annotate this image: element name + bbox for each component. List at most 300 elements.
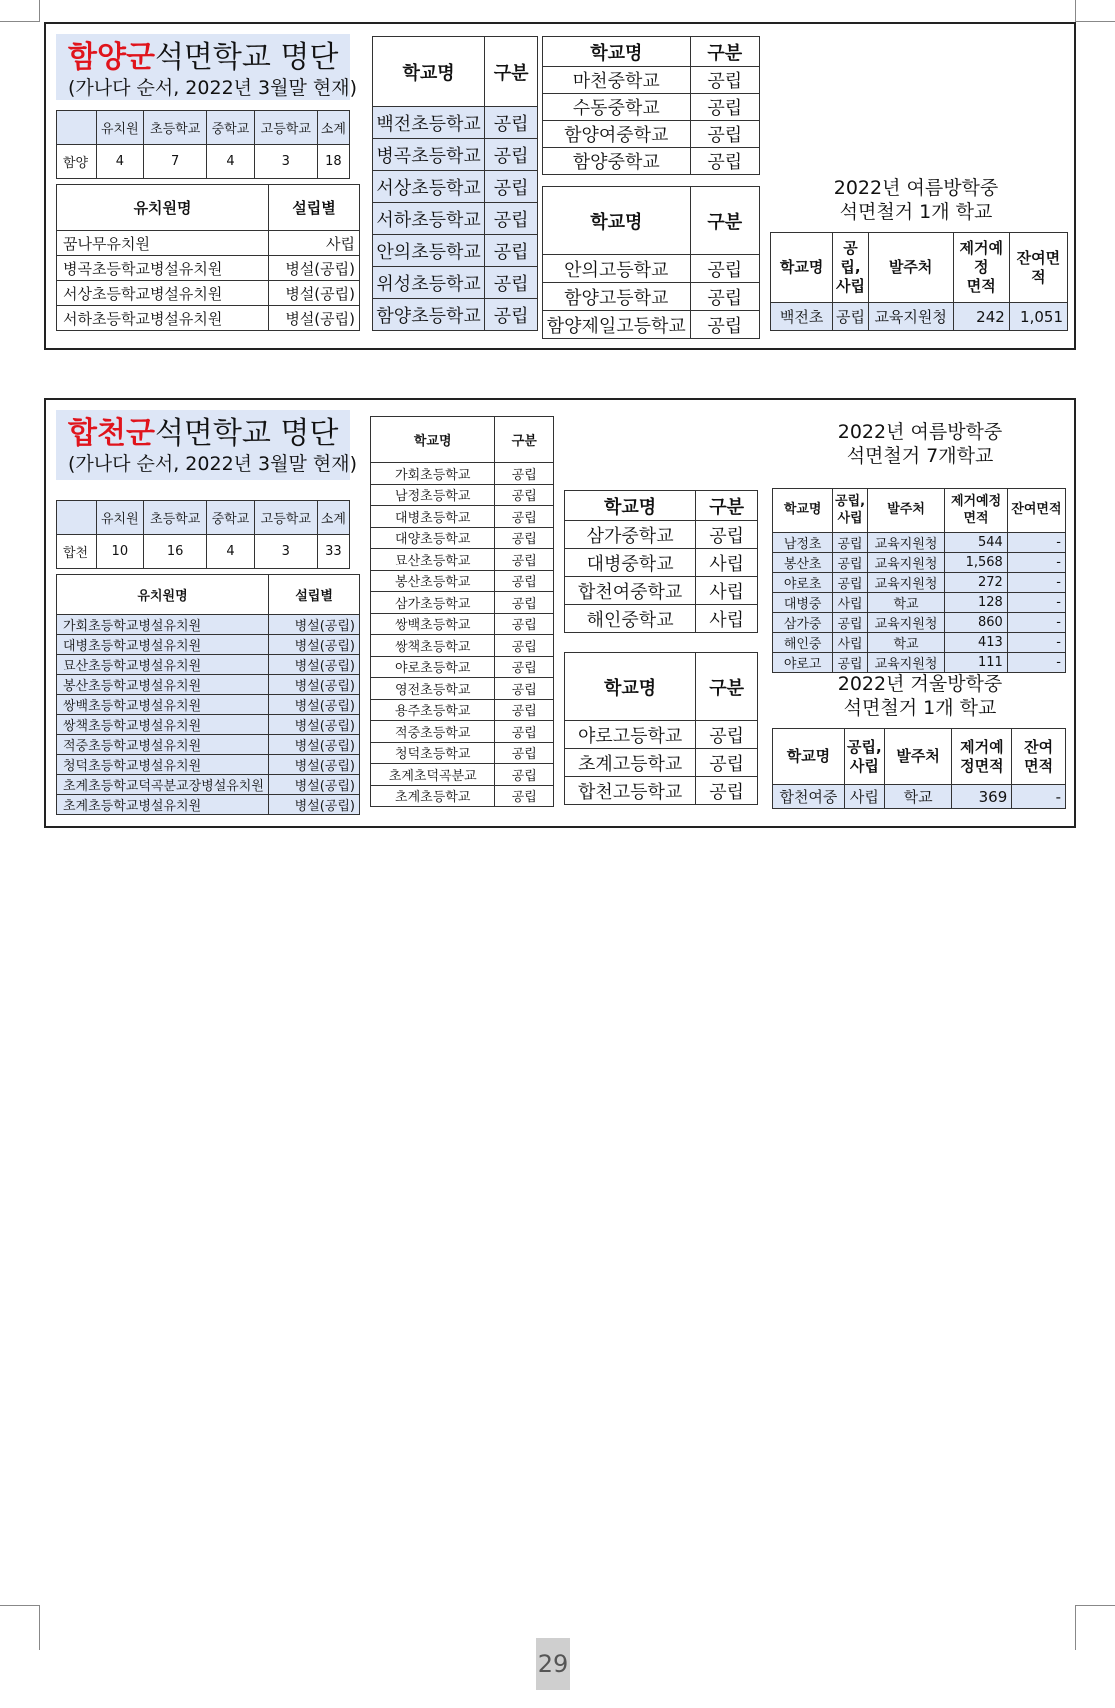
hamyang-summer-caption-line1: 2022년 여름방학중 (833, 177, 999, 199)
table-cell: 공립 (696, 777, 758, 805)
table-cell: 7 (144, 145, 207, 179)
table-row (371, 656, 554, 678)
table-cell: 공립 (495, 506, 554, 528)
table-header-row (57, 111, 350, 145)
column-header: 소계 (317, 501, 349, 535)
table-cell: 33 (317, 535, 349, 569)
crop-mark-bottom-left (0, 1605, 40, 1650)
column-header: 학교명 (373, 37, 485, 107)
table-row (371, 484, 554, 506)
table-cell: 공립 (495, 613, 554, 635)
hapcheon-high-table (564, 652, 758, 805)
table-cell: 공립 (690, 94, 759, 121)
table-header-row (565, 491, 758, 521)
table-cell: 대병초등학교 (371, 506, 495, 528)
table-row (373, 171, 538, 203)
table-row (57, 306, 360, 331)
table-cell: 4 (207, 145, 255, 179)
table-row (565, 549, 758, 577)
table-row (543, 121, 760, 148)
column-header: 유치원명 (57, 185, 269, 231)
table-row (543, 255, 760, 283)
table-row (373, 267, 538, 299)
table-header-row (373, 37, 538, 107)
table-cell: 쌍책초등학교 (371, 635, 495, 657)
table-cell: 공립 (495, 678, 554, 700)
column-header: 공립, 사립 (844, 729, 884, 785)
table-cell: 쌍백초등학교 (371, 613, 495, 635)
table-cell: 수동중학교 (543, 94, 691, 121)
column-header: 고등학교 (254, 111, 317, 145)
table-cell: 4 (207, 535, 255, 569)
hamyang-kindergarten-table (56, 184, 360, 331)
table-cell: 대병초등학교병설유치원 (57, 635, 269, 655)
table-cell: 병곡초등학교병설유치원 (57, 256, 269, 281)
table-cell: 봉산초 (773, 553, 833, 573)
hapcheon-title-box (56, 410, 358, 480)
table-cell: 야로고등학교 (565, 721, 696, 749)
table-header-row (57, 185, 360, 231)
table-cell: 병설(공립) (269, 655, 360, 675)
table-header-row (543, 37, 760, 67)
table-row (371, 527, 554, 549)
column-header: 학교명 (565, 653, 696, 721)
table-cell: 병설(공립) (269, 306, 360, 331)
column-header: 공립, 사립 (833, 489, 867, 533)
table-row (57, 145, 350, 179)
table-cell: 학교 (884, 785, 952, 809)
table-row (57, 695, 360, 715)
crop-mark-top-right (1075, 0, 1115, 22)
table-cell: 교육지원청 (867, 613, 945, 633)
table-cell: 공립 (690, 311, 759, 339)
table-cell: 사립 (833, 633, 867, 653)
table-cell: 서하초등학교 (373, 203, 485, 235)
table-cell: 청덕초등학교 (371, 742, 495, 764)
table-cell: 공립 (696, 749, 758, 777)
table-cell: 대병중학교 (565, 549, 696, 577)
table-cell: 교육지원청 (867, 533, 945, 553)
table-row (371, 785, 554, 807)
table-cell: 사립 (833, 593, 867, 613)
table-cell: 10 (96, 535, 144, 569)
table-cell: 야로초등학교 (371, 656, 495, 678)
column-header: 발주처 (868, 233, 953, 303)
column-header: 학교명 (565, 491, 696, 521)
column-header: 잔여면적 (1007, 489, 1065, 533)
table-row (371, 678, 554, 700)
table-cell: 삼가초등학교 (371, 592, 495, 614)
column-header: 공립, 사립 (833, 233, 868, 303)
column-header: 초등학교 (144, 501, 207, 535)
table-cell: 삼가중 (773, 613, 833, 633)
table-row (373, 235, 538, 267)
hapcheon-title (68, 416, 340, 452)
hapcheon-winter-caption (770, 672, 1070, 720)
hamyang-title (68, 40, 340, 76)
table-cell: 공립 (833, 303, 868, 331)
table-cell: - (1007, 553, 1065, 573)
hapcheon-middle-table (564, 490, 758, 633)
table-row (57, 256, 360, 281)
table-row (57, 615, 360, 635)
table-cell: 공립 (485, 107, 538, 139)
table-cell: 사립 (696, 577, 758, 605)
table-row (773, 653, 1066, 673)
table-cell: 공립 (690, 121, 759, 148)
column-header: 학교명 (771, 233, 833, 303)
column-header: 구분 (696, 491, 758, 521)
table-cell: 함양여중학교 (543, 121, 691, 148)
column-header: 학교명 (543, 37, 691, 67)
table-cell: 242 (953, 303, 1009, 331)
table-row (771, 303, 1068, 331)
table-cell: 청덕초등학교병설유치원 (57, 755, 269, 775)
table-row (57, 675, 360, 695)
table-row (371, 570, 554, 592)
table-cell: - (1007, 573, 1065, 593)
hamyang-high-table (542, 186, 760, 339)
hamyang-panel (44, 22, 1076, 350)
hamyang-summary-table (56, 110, 350, 179)
table-cell: 병설(공립) (269, 735, 360, 755)
table-cell: 초계고등학교 (565, 749, 696, 777)
column-header: 잔여면적 (1009, 233, 1067, 303)
table-row (371, 463, 554, 485)
table-cell: 초계초등학교병설유치원 (57, 795, 269, 815)
table-cell: 544 (945, 533, 1007, 553)
hamyang-title-rest: 석면학교 명단 (154, 40, 339, 75)
table-cell: 학교 (867, 593, 945, 613)
table-header-row (57, 575, 360, 615)
hapcheon-panel (44, 398, 1076, 828)
column-header: 학교명 (773, 489, 833, 533)
table-cell: 공립 (485, 171, 538, 203)
table-cell: 병설(공립) (269, 695, 360, 715)
table-cell: 함양고등학교 (543, 283, 691, 311)
table-cell: 413 (945, 633, 1007, 653)
hapcheon-winter-table (772, 728, 1066, 809)
table-cell: 공립 (485, 139, 538, 171)
table-cell: 공립 (495, 463, 554, 485)
table-row (373, 139, 538, 171)
table-cell: 1,568 (945, 553, 1007, 573)
table-cell: 봉산초등학교 (371, 570, 495, 592)
table-row (373, 107, 538, 139)
table-cell: 안의고등학교 (543, 255, 691, 283)
table-cell: 교육지원청 (867, 553, 945, 573)
table-cell: 공립 (495, 570, 554, 592)
table-cell: 병설(공립) (269, 775, 360, 795)
table-cell: 용주초등학교 (371, 699, 495, 721)
table-row (57, 735, 360, 755)
table-header-row (565, 653, 758, 721)
column-header: 초등학교 (144, 111, 207, 145)
hamyang-summer-caption (766, 176, 1066, 224)
table-cell: 3 (254, 535, 317, 569)
table-cell: 합천 (57, 535, 97, 569)
table-cell: 초계초등학교덕곡분교장병설유치원 (57, 775, 269, 795)
table-cell: 묘산초등학교 (371, 549, 495, 571)
table-cell: 대병중 (773, 593, 833, 613)
table-cell: 초계초등학교 (371, 785, 495, 807)
table-row (565, 605, 758, 633)
column-header: 구분 (696, 653, 758, 721)
table-header-row (773, 489, 1066, 533)
table-cell: 위성초등학교 (373, 267, 485, 299)
table-cell: 마천중학교 (543, 67, 691, 94)
table-cell: 가회초등학교 (371, 463, 495, 485)
table-cell: 병설(공립) (269, 715, 360, 735)
table-cell: 야로고 (773, 653, 833, 673)
table-cell: 공립 (495, 785, 554, 807)
column-header: 중학교 (207, 111, 255, 145)
table-cell: 해인중학교 (565, 605, 696, 633)
table-cell: 공립 (495, 549, 554, 571)
table-cell: 병설(공립) (269, 755, 360, 775)
table-cell: 공립 (690, 283, 759, 311)
table-row (773, 593, 1066, 613)
table-cell: 쌍책초등학교병설유치원 (57, 715, 269, 735)
table-cell: 서상초등학교병설유치원 (57, 281, 269, 306)
hamyang-middle-table (542, 36, 760, 175)
column-header: 발주처 (884, 729, 952, 785)
table-cell: 병설(공립) (269, 615, 360, 635)
column-header: 구분 (495, 417, 554, 463)
table-cell: 860 (945, 613, 1007, 633)
column-header (57, 111, 97, 145)
column-header: 잔여 면적 (1012, 729, 1066, 785)
crop-mark-bottom-right (1075, 1605, 1115, 1650)
column-header: 설립별 (269, 575, 360, 615)
table-row (543, 148, 760, 175)
crop-mark-top-left (0, 0, 40, 22)
table-cell: 함양중학교 (543, 148, 691, 175)
hapcheon-summer-caption-line2: 석면철거 7개학교 (846, 445, 994, 467)
table-cell: 공립 (696, 721, 758, 749)
column-header: 구분 (690, 187, 759, 255)
table-cell: 백전초 (771, 303, 833, 331)
table-header-row (371, 417, 554, 463)
table-cell: 공립 (495, 656, 554, 678)
hamyang-summer-caption-line2: 석면철거 1개 학교 (839, 201, 993, 223)
table-cell: 공립 (833, 613, 867, 633)
table-row (57, 231, 360, 256)
column-header (57, 501, 97, 535)
table-cell: 꿈나무유치원 (57, 231, 269, 256)
table-cell: 안의초등학교 (373, 235, 485, 267)
hapcheon-title-county: 합천군 (68, 416, 155, 451)
table-cell: 합천여중 (773, 785, 845, 809)
table-row (773, 553, 1066, 573)
column-header: 중학교 (207, 501, 255, 535)
table-cell: 사립 (844, 785, 884, 809)
table-cell: 3 (254, 145, 317, 179)
table-cell: 함양초등학교 (373, 299, 485, 331)
table-header-row (771, 233, 1068, 303)
table-header-row (543, 187, 760, 255)
table-row (371, 699, 554, 721)
table-cell: - (1007, 533, 1065, 553)
table-row (543, 67, 760, 94)
table-cell: 272 (945, 573, 1007, 593)
table-cell: 공립 (485, 203, 538, 235)
table-cell: 공립 (495, 527, 554, 549)
table-row (373, 299, 538, 331)
table-row (57, 795, 360, 815)
table-cell: 111 (945, 653, 1007, 673)
table-cell: 남정초 (773, 533, 833, 553)
table-row (373, 203, 538, 235)
table-cell: 사립 (696, 549, 758, 577)
table-row (773, 785, 1066, 809)
table-row (543, 283, 760, 311)
column-header: 설립별 (269, 185, 360, 231)
table-row (371, 764, 554, 786)
table-cell: 16 (144, 535, 207, 569)
table-row (543, 94, 760, 121)
table-cell: 병곡초등학교 (373, 139, 485, 171)
table-row (57, 755, 360, 775)
table-row (565, 777, 758, 805)
table-row (371, 742, 554, 764)
column-header: 학교명 (773, 729, 845, 785)
table-cell: 공립 (833, 573, 867, 593)
table-cell: 사립 (696, 605, 758, 633)
table-cell: 적중초등학교 (371, 721, 495, 743)
table-row (57, 535, 350, 569)
column-header: 제거예 정면적 (952, 729, 1012, 785)
table-cell: 쌍백초등학교병설유치원 (57, 695, 269, 715)
table-cell: 공립 (833, 533, 867, 553)
table-cell: 합천여중학교 (565, 577, 696, 605)
column-header: 고등학교 (254, 501, 317, 535)
table-cell: 1,051 (1009, 303, 1067, 331)
column-header: 학교명 (543, 187, 691, 255)
table-row (371, 635, 554, 657)
table-row (57, 635, 360, 655)
table-cell: 삼가중학교 (565, 521, 696, 549)
table-row (371, 506, 554, 528)
table-cell: 학교 (867, 633, 945, 653)
column-header: 제거예정 면적 (953, 233, 1009, 303)
table-cell: 공립 (495, 764, 554, 786)
column-header: 구분 (485, 37, 538, 107)
column-header: 발주처 (867, 489, 945, 533)
table-cell: 함양 (57, 145, 97, 179)
table-cell: 공립 (495, 635, 554, 657)
table-row (565, 521, 758, 549)
table-cell: - (1007, 593, 1065, 613)
table-cell: 공립 (833, 653, 867, 673)
table-cell: 공립 (485, 235, 538, 267)
table-cell: 병설(공립) (269, 281, 360, 306)
table-cell: 공립 (690, 255, 759, 283)
column-header: 소계 (317, 111, 349, 145)
table-row (371, 721, 554, 743)
table-row (565, 749, 758, 777)
table-row (565, 577, 758, 605)
table-cell: 함양제일고등학교 (543, 311, 691, 339)
table-cell: 봉산초등학교병설유치원 (57, 675, 269, 695)
hamyang-subtitle: (가나다 순서, 2022년 3월말 현재) (68, 77, 358, 99)
table-cell: 야로초 (773, 573, 833, 593)
table-cell: 18 (317, 145, 349, 179)
table-cell: 묘산초등학교병설유치원 (57, 655, 269, 675)
hamyang-summer-table (770, 232, 1068, 331)
column-header: 구분 (690, 37, 759, 67)
hamyang-title-box (56, 34, 358, 100)
table-cell: 서상초등학교 (373, 171, 485, 203)
table-cell: 사립 (269, 231, 360, 256)
hapcheon-summer-caption (770, 420, 1070, 468)
column-header: 유치원 (96, 501, 144, 535)
table-cell: 백전초등학교 (373, 107, 485, 139)
table-cell: 공립 (495, 699, 554, 721)
hapcheon-summer-table (772, 488, 1066, 673)
table-cell: 공립 (485, 267, 538, 299)
hapcheon-winter-caption-line1: 2022년 겨울방학중 (837, 673, 1003, 695)
table-cell: 합천고등학교 (565, 777, 696, 805)
table-cell: 공립 (485, 299, 538, 331)
table-cell: 128 (945, 593, 1007, 613)
table-cell: 가회초등학교병설유치원 (57, 615, 269, 635)
table-header-row (773, 729, 1066, 785)
table-cell: 교육지원청 (867, 653, 945, 673)
hapcheon-summary-table (56, 500, 350, 569)
hamyang-title-county: 함양군 (68, 40, 155, 75)
table-cell: 교육지원청 (867, 573, 945, 593)
column-header: 유치원 (96, 111, 144, 145)
table-cell: 공립 (696, 521, 758, 549)
table-cell: 대양초등학교 (371, 527, 495, 549)
table-cell: 369 (952, 785, 1012, 809)
hapcheon-subtitle: (가나다 순서, 2022년 3월말 현재) (68, 453, 358, 475)
table-cell: 공립 (833, 553, 867, 573)
table-row (565, 721, 758, 749)
table-cell: 4 (96, 145, 144, 179)
hapcheon-winter-caption-line2: 석면철거 1개 학교 (843, 697, 997, 719)
column-header: 유치원명 (57, 575, 269, 615)
table-cell: 적중초등학교병설유치원 (57, 735, 269, 755)
table-cell: 공립 (495, 484, 554, 506)
table-cell: - (1012, 785, 1066, 809)
hapcheon-title-rest: 석면학교 명단 (154, 416, 339, 451)
column-header: 제거예정 면적 (945, 489, 1007, 533)
table-row (773, 633, 1066, 653)
table-row (773, 573, 1066, 593)
table-cell: 공립 (495, 592, 554, 614)
table-cell: 병설(공립) (269, 795, 360, 815)
page-number: 29 (536, 1638, 570, 1690)
table-row (371, 592, 554, 614)
table-row (57, 775, 360, 795)
table-row (773, 533, 1066, 553)
table-cell: 남정초등학교 (371, 484, 495, 506)
hamyang-elementary-table (372, 36, 538, 331)
table-row (773, 613, 1066, 633)
hapcheon-kindergarten-table (56, 574, 360, 815)
table-cell: 공립 (495, 721, 554, 743)
table-cell: 초계초덕곡분교 (371, 764, 495, 786)
hapcheon-summer-caption-line1: 2022년 여름방학중 (837, 421, 1003, 443)
table-cell: 공립 (690, 148, 759, 175)
table-cell: - (1007, 613, 1065, 633)
table-row (371, 549, 554, 571)
table-cell: 병설(공립) (269, 675, 360, 695)
table-row (57, 655, 360, 675)
table-row (371, 613, 554, 635)
